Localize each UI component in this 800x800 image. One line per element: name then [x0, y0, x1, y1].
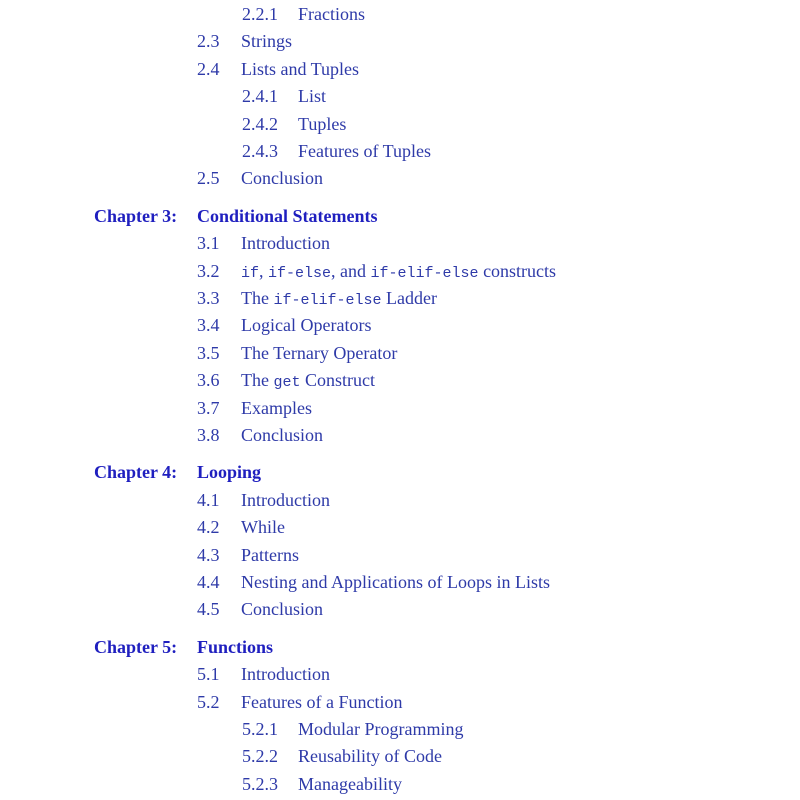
toc-chapter-entry[interactable] [0, 460, 800, 484]
toc-entry-title [241, 597, 323, 621]
title-text: , and [331, 260, 371, 281]
inline-code: if [241, 264, 260, 282]
toc-section-entry[interactable] [0, 543, 800, 567]
toc-entry-title [241, 29, 292, 53]
title-text: Conclusion [241, 425, 324, 445]
toc-entry-title [241, 662, 330, 686]
toc-section-entry[interactable] [0, 286, 800, 310]
toc-section-entry[interactable] [0, 112, 800, 136]
toc-entry-number: 3.4 [197, 315, 220, 336]
toc-entry-number: 5.2 [197, 691, 220, 712]
toc-entry-title [241, 690, 402, 714]
toc-section-entry[interactable] [0, 717, 800, 741]
toc-section-entry[interactable] [0, 259, 800, 283]
title-text: Nesting and Applications of Loops in Lists [241, 572, 550, 592]
toc-section-entry[interactable] [0, 313, 800, 337]
title-text: Introduction [241, 233, 330, 254]
toc-section-entry[interactable] [0, 744, 800, 768]
toc-entry-title [241, 259, 556, 286]
toc-section-entry[interactable] [0, 368, 800, 392]
inline-code: if-elif-else [370, 264, 479, 282]
title-text: Introduction [241, 489, 330, 510]
toc-entry-number: 4.3 [197, 544, 220, 565]
toc-entry-title [241, 423, 323, 447]
toc-entry-number: 3.6 [197, 370, 220, 391]
toc-entry-number: 4.1 [197, 489, 220, 510]
toc-entry-number: 5.1 [197, 664, 220, 685]
toc-section-entry[interactable] [0, 166, 800, 190]
toc-section-entry[interactable] [0, 2, 800, 26]
toc-chapter-entry[interactable] [0, 204, 800, 228]
toc-entry-title [241, 231, 330, 255]
title-text: constructs [478, 260, 557, 281]
toc-entry-number: 3.3 [197, 288, 220, 308]
toc-entry-title [241, 570, 550, 594]
toc-entry-title [298, 2, 365, 26]
toc-entry-title [241, 286, 437, 313]
toc-entry-number: 5.2.1 [242, 719, 278, 739]
toc-entry-title [197, 635, 273, 659]
toc-entry-number: 2.2.1 [242, 4, 278, 24]
toc-section-entry[interactable] [0, 29, 800, 53]
toc-section-entry[interactable] [0, 396, 800, 420]
inline-code: if-else [268, 264, 332, 282]
toc-section-entry[interactable] [0, 662, 800, 686]
title-text: Conditional Statements [197, 205, 378, 226]
toc-section-entry[interactable] [0, 772, 800, 796]
toc-entry-number: Chapter 5: [94, 636, 178, 657]
toc-entry-title [241, 396, 312, 420]
toc-entry-number: 2.4 [197, 58, 220, 79]
toc-entry-title [197, 204, 378, 228]
toc-entry-title [197, 460, 261, 484]
title-text: Ladder [381, 288, 437, 308]
toc-section-entry[interactable] [0, 570, 800, 594]
toc-entry-number: 3.2 [197, 260, 220, 281]
toc-section-entry[interactable] [0, 84, 800, 108]
toc-entry-number: 3.7 [197, 397, 220, 418]
title-text: Examples [241, 397, 312, 418]
title-text: Manageability [298, 773, 402, 794]
title-text: Strings [241, 31, 293, 52]
toc-entry-title [241, 57, 359, 81]
title-text: Functions [197, 636, 274, 657]
title-text: Lists and Tuples [241, 58, 360, 79]
toc-entry-title [241, 313, 371, 337]
toc-section-entry[interactable] [0, 423, 800, 447]
toc-entry-title [241, 166, 323, 190]
toc-entry-number: 5.2.2 [242, 746, 278, 767]
toc-entry-title [241, 341, 397, 365]
title-text: Modular Programming [298, 719, 464, 739]
toc-entry-number: 2.4.1 [242, 86, 278, 107]
title-text: Conclusion [241, 599, 324, 620]
toc-chapter-entry[interactable] [0, 635, 800, 659]
title-text: Patterns [241, 544, 299, 565]
toc-entry-number: 2.4.2 [242, 113, 278, 134]
toc-entry-number: 2.4.3 [242, 141, 278, 161]
title-text: While [241, 517, 285, 538]
toc-entry-number: 3.1 [197, 233, 220, 254]
title-text: List [298, 86, 327, 107]
title-text: The [241, 288, 274, 308]
title-text: Conclusion [241, 168, 324, 189]
toc-entry-number: 4.4 [197, 572, 220, 592]
title-text: , [259, 260, 269, 281]
toc-section-entry[interactable] [0, 597, 800, 621]
toc-entry-number: 2.3 [197, 31, 220, 52]
inline-code: get [273, 374, 301, 392]
toc-entry-title [241, 515, 285, 539]
toc-entry-number: 3.8 [197, 425, 220, 445]
toc-entry-title [298, 717, 463, 741]
title-text: Introduction [241, 664, 330, 685]
inline-code: if-elif-else [273, 292, 382, 309]
toc-entry-number: Chapter 3: [94, 205, 178, 226]
toc-section-entry[interactable] [0, 341, 800, 365]
toc-entry-number: Chapter 4: [94, 462, 178, 483]
title-text: The [241, 370, 274, 391]
toc-entry-number: 5.2.3 [242, 773, 278, 794]
toc-entry-title [298, 139, 431, 163]
toc-section-entry[interactable] [0, 515, 800, 539]
toc-entry-number: 4.5 [197, 599, 220, 620]
title-text: Looping [197, 462, 262, 483]
title-text: Fractions [298, 4, 365, 24]
toc-entry-title [298, 84, 326, 108]
title-text: Features of Tuples [298, 141, 432, 161]
toc-entry-number: 3.5 [197, 342, 220, 363]
toc-section-entry[interactable] [0, 57, 800, 81]
title-text: Reusability of Code [298, 746, 442, 767]
toc-entry-title [241, 368, 375, 395]
title-text: Features of a Function [241, 691, 403, 712]
title-text: Logical Operators [241, 315, 372, 336]
toc-entry-title [241, 488, 330, 512]
toc-entry-number: 2.5 [197, 168, 220, 189]
title-text: Construct [300, 370, 375, 391]
toc-section-entry[interactable] [0, 690, 800, 714]
toc-entry-number: 4.2 [197, 517, 220, 538]
toc-entry-title [241, 543, 299, 567]
title-text: The Ternary Operator [241, 342, 398, 363]
toc-section-entry[interactable] [0, 231, 800, 255]
toc-entry-title [298, 772, 402, 796]
toc-entry-title [298, 112, 346, 136]
toc-entry-title [298, 744, 442, 768]
title-text: Tuples [298, 113, 347, 134]
toc-section-entry[interactable] [0, 488, 800, 512]
toc-section-entry[interactable] [0, 139, 800, 163]
